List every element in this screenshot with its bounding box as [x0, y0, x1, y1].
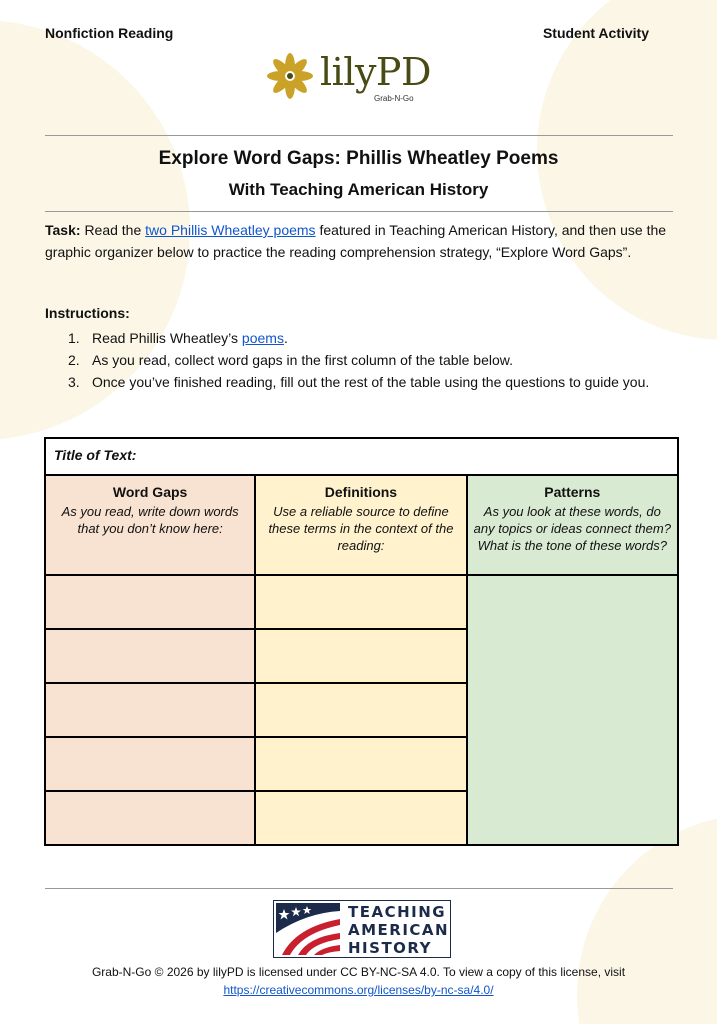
license-notice	[0, 963, 717, 999]
instruction-item	[68, 349, 668, 371]
logo-tagline: Grab-N-Go	[374, 94, 414, 103]
poems-link[interactable]: two Phillis Wheatley poems	[145, 222, 316, 238]
definition-cell[interactable]	[255, 575, 466, 629]
divider	[45, 135, 673, 136]
word-gaps-header	[45, 475, 255, 575]
instruction-punctuation: .	[283, 330, 288, 346]
logo-line: TEACHING	[348, 903, 447, 921]
definition-cell[interactable]	[255, 629, 466, 683]
definition-cell[interactable]	[255, 683, 466, 737]
page-title: Explore Word Gaps: Phillis Wheatley Poems	[158, 148, 559, 169]
patterns-cell[interactable]	[467, 575, 678, 845]
column-heading: Patterns	[544, 484, 601, 500]
header-type: Student Activity	[542, 25, 649, 41]
table-row	[45, 575, 678, 629]
instruction-item	[68, 371, 668, 393]
definition-cell[interactable]	[255, 791, 466, 845]
column-heading: Definitions	[324, 484, 398, 500]
license-text: Grab-N-Go © 2026 by lilyPD is licensed under CC BY-NC-SA 4.0. To view a copy of this license, visit	[91, 965, 626, 979]
instruction-item	[68, 327, 668, 349]
instruction-number: 3.	[68, 374, 80, 390]
word-gap-cell[interactable]	[45, 575, 255, 629]
license-link[interactable]: https://creativecommons.org/licenses/by-nc-sa/4.0/	[223, 983, 494, 997]
definition-cell[interactable]	[255, 737, 466, 791]
logo-line: AMERICAN	[348, 921, 450, 939]
lilypd-logo	[266, 52, 466, 106]
poems-link[interactable]: poems	[241, 330, 284, 346]
instruction-text: As you read, collect word gaps in the first column of the table below.	[92, 352, 514, 368]
instruction-number: 1.	[68, 330, 80, 346]
page-subtitle: With Teaching American History	[228, 180, 489, 199]
instruction-text: Read Phillis Wheatley’s	[92, 330, 242, 346]
column-description: As you look at these words, do any topics or ideas connect them? What is the tone of these words?	[473, 504, 671, 553]
column-heading: Word Gaps	[112, 484, 188, 500]
logo-line: HISTORY	[348, 939, 433, 957]
word-gap-cell[interactable]	[45, 683, 255, 737]
title-of-text-field[interactable]: Title of Text:	[45, 438, 678, 475]
word-gap-cell[interactable]	[45, 629, 255, 683]
divider	[45, 888, 673, 889]
word-gap-cell[interactable]	[45, 737, 255, 791]
flag-icon	[276, 903, 340, 955]
teaching-american-history-logo	[273, 900, 451, 958]
logo-wordmark: lilyPD	[320, 50, 431, 94]
task-text: Read the	[84, 222, 142, 238]
graphic-organizer	[44, 437, 679, 846]
column-description: As you read, write down words that you don’t know here:	[61, 504, 239, 536]
lily-flower-icon	[266, 52, 314, 100]
patterns-header	[467, 475, 678, 575]
divider	[45, 211, 673, 212]
header-category: Nonfiction Reading	[45, 25, 174, 41]
task-label: Task:	[45, 222, 81, 238]
instructions-list	[68, 327, 668, 393]
instructions-heading: Instructions:	[45, 305, 130, 321]
task-paragraph	[45, 219, 670, 263]
definitions-header	[255, 475, 466, 575]
instruction-number: 2.	[68, 352, 80, 368]
task-text-continued: featured in Teaching American History, and then use the graphic organizer below to practice the reading comprehension strategy, “Explore Word Gaps”.	[45, 222, 667, 260]
instruction-text: Once you’ve finished reading, fill out the rest of the table using the questions to guide you.	[92, 374, 650, 390]
word-gap-cell[interactable]	[45, 791, 255, 845]
column-description: Use a reliable source to define these terms in the context of the reading:	[268, 504, 454, 553]
